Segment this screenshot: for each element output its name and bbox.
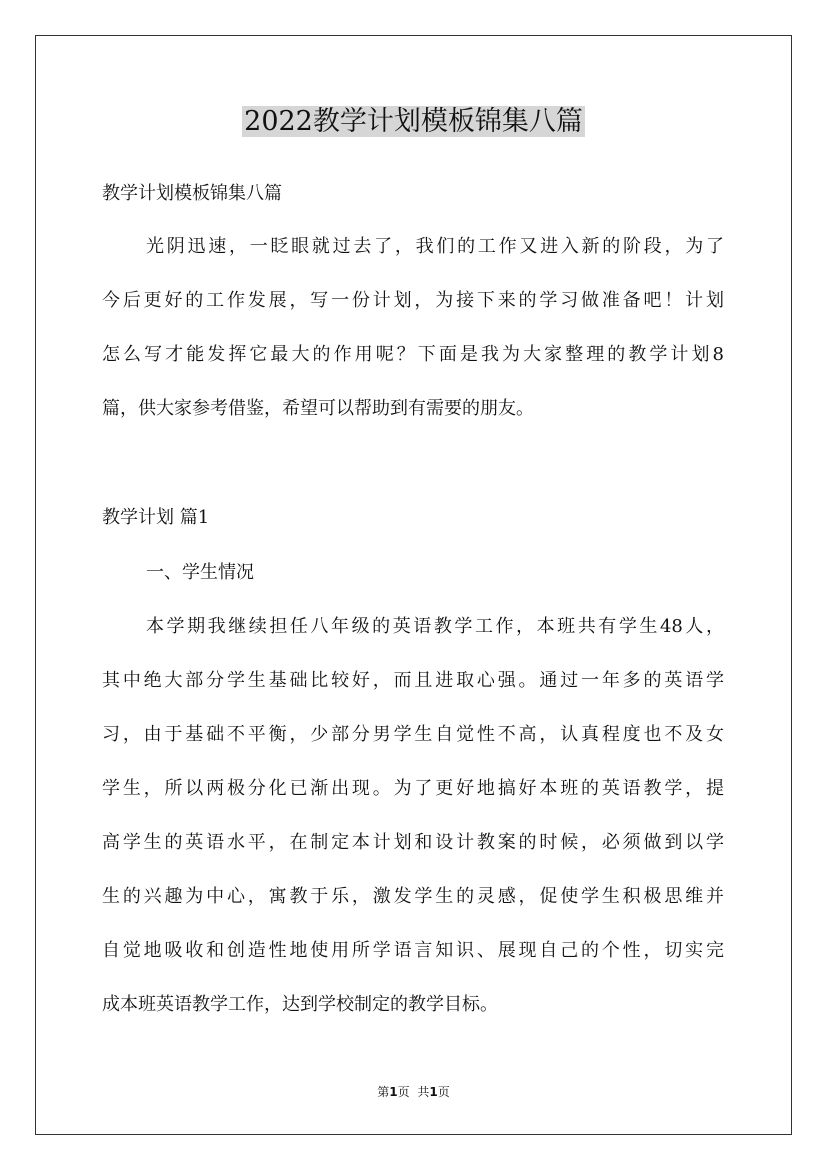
footer-total-suffix: 页	[437, 1085, 450, 1099]
body-line-4: 学生，所以两极分化已渐出现。为了更好地搞好本班的英语教学，提	[102, 778, 724, 799]
body-line-6: 生的兴趣为中心，寓教于乐，激发学生的灵感，促使学生积极思维并	[102, 886, 724, 907]
body-line-2: 其中绝大部分学生基础比较好，而且进取心强。通过一年多的英语学	[102, 670, 724, 691]
body-line-5: 高学生的英语水平，在制定本计划和设计教案的时候，必须做到以学	[102, 832, 724, 853]
footer-total-prefix: 共	[417, 1085, 430, 1099]
footer-page-prefix: 第	[377, 1085, 390, 1099]
body-line-1: 本学期我继续担任八年级的英语教学工作，本班共有学生48人，	[146, 616, 724, 637]
body-line-3: 习，由于基础不平衡，少部分男学生自觉性不高，认真程度也不及女	[102, 724, 724, 745]
document-title-text: 2022教学计划模板锦集八篇	[244, 106, 583, 137]
footer-page-suffix: 页	[397, 1085, 410, 1099]
document-subtitle: 教学计划模板锦集八篇	[102, 183, 282, 204]
body-line-8: 成本班英语教学工作，达到学校制定的教学目标。	[102, 994, 498, 1015]
intro-line-2: 今后更好的工作发展，写一份计划，为接下来的学习做准备吧！计划	[102, 290, 724, 311]
intro-line-4: 篇，供大家参考借鉴，希望可以帮助到有需要的朋友。	[102, 398, 534, 419]
document-title	[0, 100, 827, 144]
intro-line-3: 怎么写才能发挥它最大的作用呢？下面是我为大家整理的教学计划8	[102, 344, 724, 365]
page-footer	[0, 1083, 827, 1101]
section-heading: 教学计划 篇1	[102, 507, 210, 528]
intro-line-1: 光阴迅速，一眨眼就过去了，我们的工作又进入新的阶段，为了	[146, 236, 724, 257]
subsection-heading: 一、学生情况	[146, 562, 254, 583]
body-line-7: 自觉地吸收和创造性地使用所学语言知识、展现自己的个性，切实完	[102, 940, 724, 961]
footer-total-number: 1	[429, 1085, 438, 1099]
footer-page-number: 1	[389, 1085, 398, 1099]
